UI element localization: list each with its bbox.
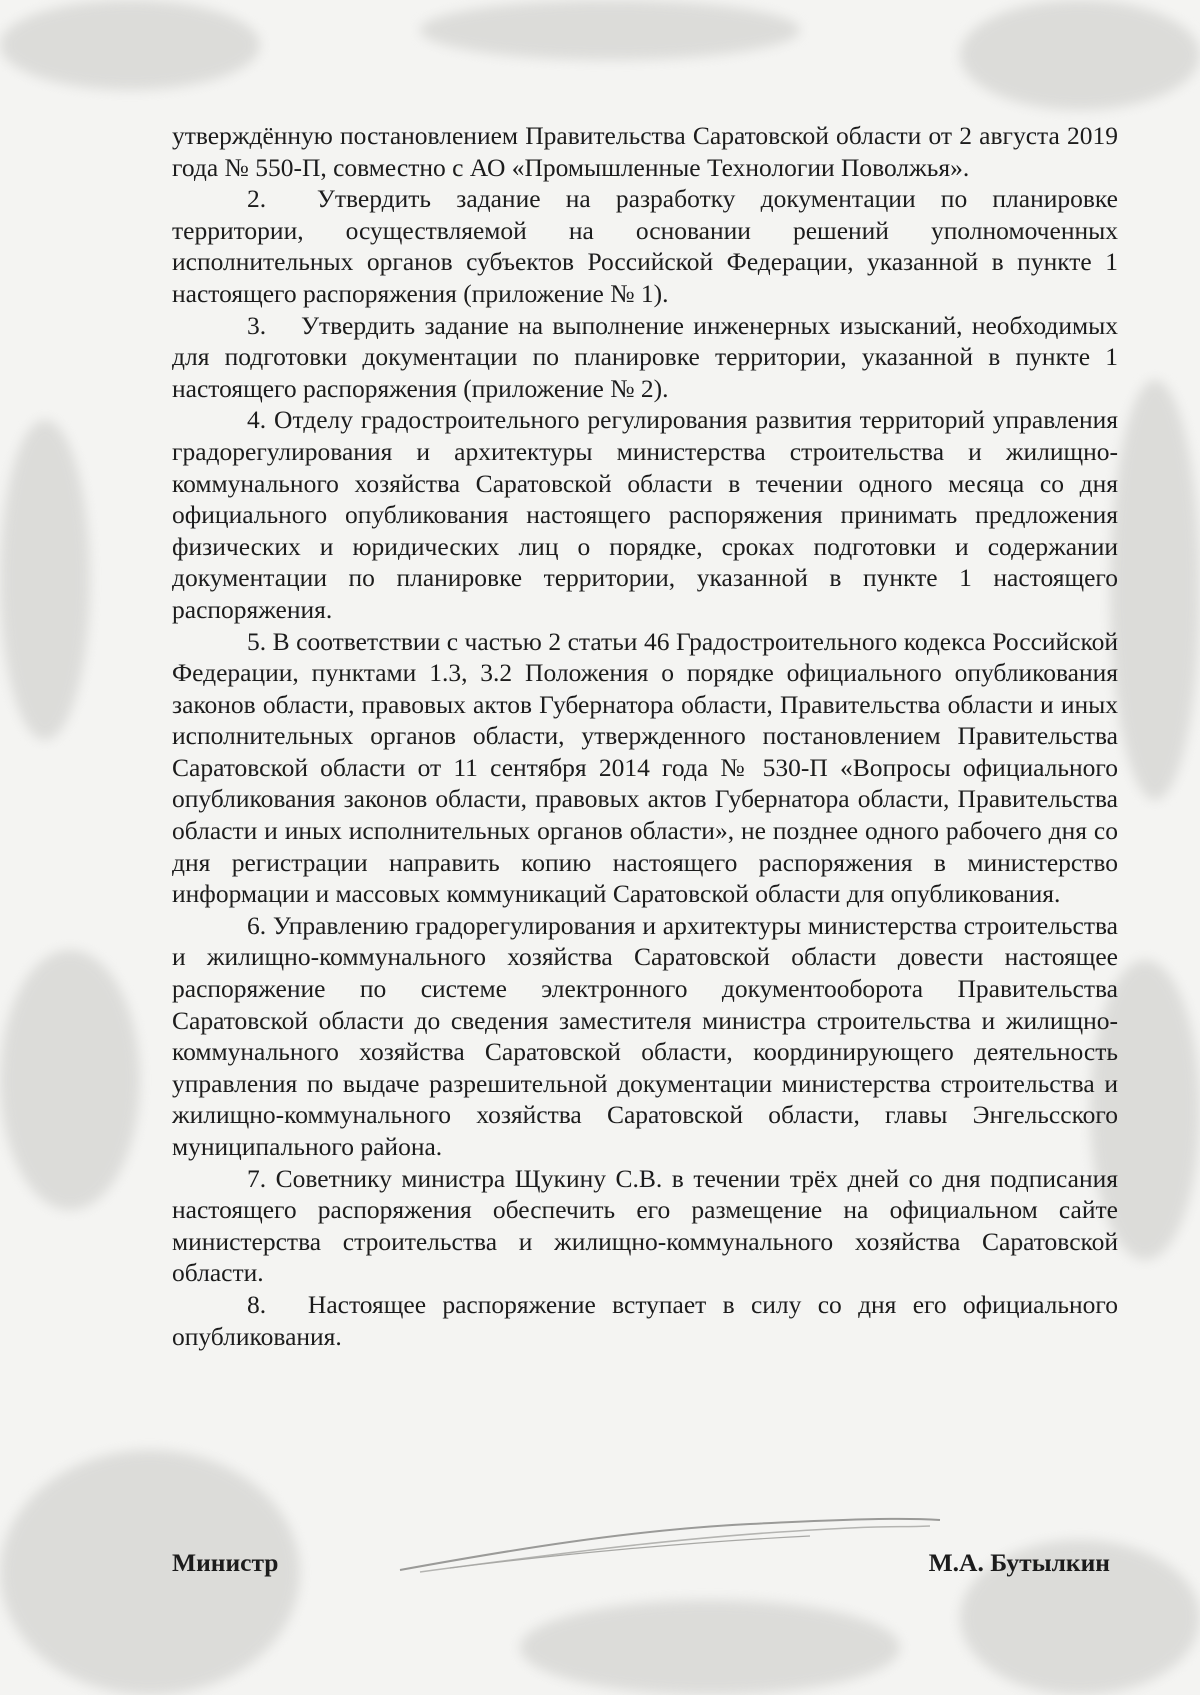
scan-noise [1110, 380, 1200, 800]
paragraph-item-5: 5. В соответствии с частью 2 статьи 46 Градостроительного кодекса Российской Федерации, пунктами 1.3, 3.2 Положения о порядке официального опубликования законов области, правовых актов Губернатора области, Правительства области и иных исполнительных органов области, утвержденного постановлением Правительства Саратовской области от 11 сентября 2014 года № 530-П «Вопросы официального опубликования законов области, правовых актов Губернатора области, Правительства области и иных исполнительных органов области», не позднее одного рабочего дня со дня регистрации направить копию настоящего распоряжения в министерство информации и массовых коммуникаций Саратовской области для опубликования. [172, 626, 1118, 909]
paragraph-item-6: 6. Управлению градорегулирования и архитектуры министерства строительства и жилищно-коммунального хозяйства Саратовской области довести настоящее распоряжение по системе электронного документооборота Правительства Саратовской области до сведения заместителя министра строительства и жилищно-коммунального хозяйства Саратовской области, координирующего деятельность управления по выдаче разрешительной документации министерства строительства и жилищно-коммунального хозяйства Саратовской области, главы Энгельсского муниципального района. [172, 910, 1118, 1161]
scan-noise [0, 0, 260, 90]
paragraph-item-3: 3. Утвердить задание на выполнение инженерных изысканий, необходимых для подготовки документации по планировке территории, указанной в пункте 1 настоящего распоряжения (приложение № 2). [172, 310, 1118, 403]
signatory-position: Министр [172, 1548, 279, 1577]
scan-noise [520, 1600, 900, 1695]
scan-noise [0, 950, 140, 1210]
paragraph-item-7: 7. Советнику министра Щукину С.В. в течении трёх дней со дня подписания настоящего распоряжения обеспечить его размещение на официальном сайте министерства строительства и жилищно-коммунального хозяйства Саратовской области. [172, 1163, 1118, 1288]
paragraph-item-8: 8. Настоящее распоряжение вступает в силу со дня его официального опубликования. [172, 1289, 1118, 1351]
paragraph-item-4: 4. Отделу градостроительного регулирования развития территорий управления градорегулирования и архитектуры министерства строительства и жилищно-коммунального хозяйства Саратовской области в течении одного месяца со дня официального опубликования настоящего распоряжения принимать предложения физических и юридических лиц о порядке, сроках подготовки и содержании документации по планировке территории, указанной в пункте 1 настоящего распоряжения. [172, 405, 1118, 624]
scan-noise [0, 420, 90, 740]
signatory-name: М.А. Бутылкин [928, 1548, 1110, 1577]
paragraph-item-2: 2. Утвердить задание на разработку документации по планировке территории, осуществляемой на основании решений уполномоченных исполнительных органов субъектов Российской Федерации, указанной в пункте 1 настоящего распоряжения (приложение № 1). [172, 184, 1118, 308]
scan-noise [420, 0, 800, 60]
signature-block [172, 1548, 1110, 1588]
scan-noise [960, 0, 1200, 110]
document-body [172, 120, 1118, 1352]
paragraph-continuation: утверждённую постановлением Правительства Саратовской области от 2 августа 2019 года № 550-П, совместно с АО «Промышленные Технологии Поволжья». [172, 121, 1118, 182]
